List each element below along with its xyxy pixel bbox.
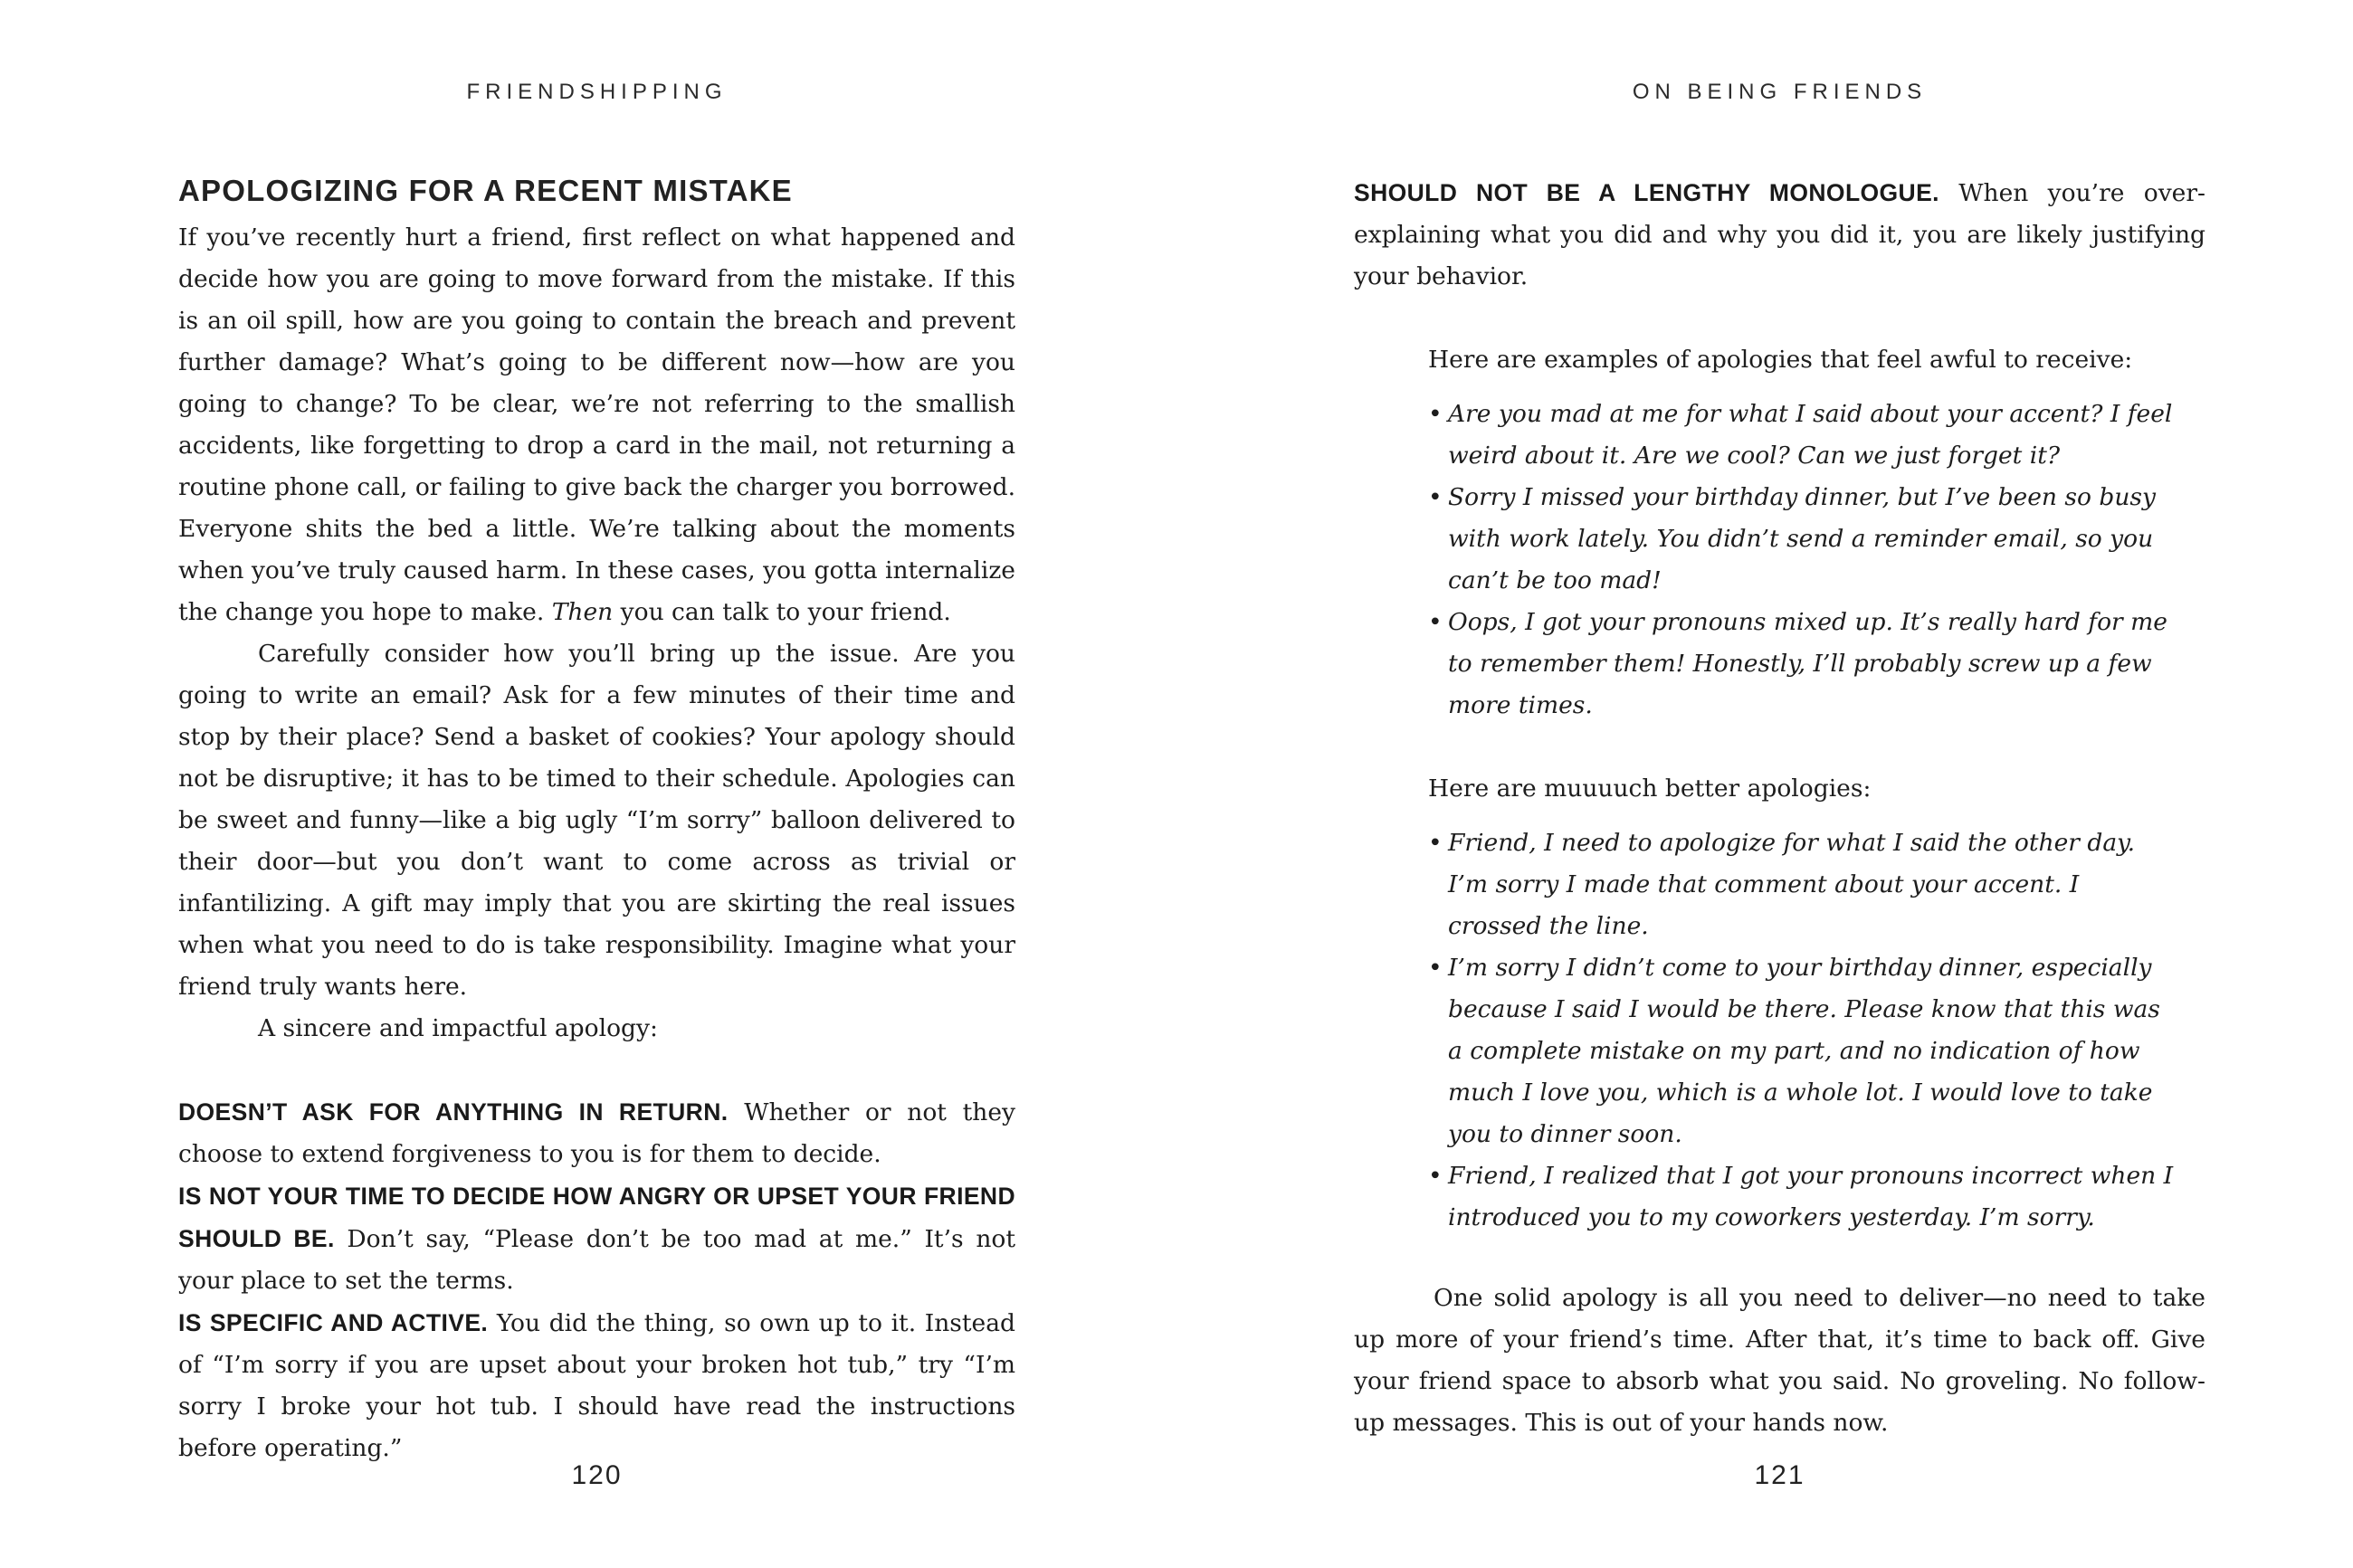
section-heading: APOLOGIZING FOR A RECENT MISTAKE (178, 174, 793, 207)
bullet-icon: • (1428, 1162, 1443, 1190)
vertical-gap (178, 1050, 1015, 1091)
rule-lead: IS NOT YOUR TIME TO DECIDE HOW ANGRY OR UPSET YOUR FRIEND SHOULD BE. (178, 1183, 1015, 1252)
list-item (1428, 394, 2179, 477)
rule-lead: SHOULD NOT BE A LENGTHY MONOLOGUE. (1354, 179, 1939, 206)
vertical-gap (1354, 298, 2205, 339)
paragraph-consider: Carefully consider how you’ll bring up the issue. Are you going to write an email? Ask for a few minutes of their time and stop by their place? Send a basket of cookies? Your apology should not be disruptive; it has to be timed to their schedule. Apologies can be sweet and funny—like a big ugly “I’m sorry” balloon delivered to their door—but you don’t want to come across as trivial or infantilizing. A gift may imply that you are skirting the real issues when what you need to do is take responsibility. Imagine what your friend truly wants here. (178, 640, 1015, 1001)
list-item (1428, 947, 2179, 1155)
apology-rule-item (178, 1175, 1015, 1302)
apology-rule-item (1354, 172, 2205, 298)
list-item-text: Friend, I realized that I got your pronouns incorrect when I introduced you to my coworkers yesterday. I’m sorry. (1448, 1162, 2174, 1231)
vertical-gap (1354, 727, 2205, 768)
bullet-icon: • (1428, 608, 1443, 636)
right-text-block (1354, 172, 2205, 1444)
page-number-left: 120 (571, 1460, 623, 1490)
paragraph-apology-intro (178, 217, 1015, 633)
paragraph-sincere-lead-in: A sincere and impactful apology: (258, 1014, 658, 1042)
rule-text: You did the thing, so own up to it. Instead of “I’m sorry if you are upset about your broken hot tub,” try “I’m sorry I broke your hot tub. I should have read the instructions before operating.” (178, 1309, 1015, 1462)
bullet-icon: • (1428, 829, 1443, 857)
running-header-left: FRIENDSHIPPING (466, 80, 728, 104)
page-right (1354, 0, 2205, 1568)
rule-lead: IS SPECIFIC AND ACTIVE. (178, 1309, 489, 1336)
closing-paragraph: One solid apology is all you need to deliver—no need to take up more of your friend’s time. After that, it’s time to back off. Give your friend space to absorb what you said. No groveling. No follow-up messages. This is out of your hands now. (1354, 1284, 2205, 1437)
list-item (1428, 1155, 2179, 1239)
apology-rule-item (178, 1091, 1015, 1175)
bullet-icon: • (1428, 400, 1443, 428)
list-item-text: Are you mad at me for what I said about your accent? I feel weird about it. Are we cool? Can we just forget it? (1448, 400, 2173, 470)
list-item-text: Sorry I missed your birthday dinner, but I’ve been so busy with work lately. You didn’t send a reminder email, so you can’t be too mad! (1448, 483, 2156, 594)
rule-lead: DOESN’T ASK FOR ANYTHING IN RETURN. (178, 1098, 729, 1126)
apology-rule-item (178, 1302, 1015, 1469)
rule-text: Don’t say, “Please don’t be too mad at me.” It’s not your place to set the terms. (178, 1225, 1015, 1295)
rule-text: When you’re over-explaining what you did and why you did it, you are likely justifying your behavior. (1354, 179, 2205, 290)
rule-text: Whether or not they choose to extend forgiveness to you is for them to decide. (178, 1098, 1015, 1168)
list-item-text: I’m sorry I didn’t come to your birthday dinner, especially because I said I would be there. Please know that this was a complete mistake on my part, and no indication of how much I love you, which is a whole lot. I would love to take you to dinner soon. (1448, 954, 2160, 1148)
list-item-text: Oops, I got your pronouns mixed up. It’s really hard for me to remember them! Honestly, I’ll probably screw up a few more times. (1448, 608, 2167, 719)
paragraph-text-italic: Then (551, 598, 614, 626)
page-left (178, 0, 1015, 1568)
list-item (1428, 822, 2179, 947)
paragraph-text: If you’ve recently hurt a friend, first reflect on what happened and decide how you are going to move forward from the mistake. If this is an oil spill, how are you going to contain the breach and prevent further damage? What’s going to be different now—how are you going to change? To be clear, we’re not referring to the smallish accidents, like forgetting to drop a card in the mail, not returning a routine phone call, or failing to give back the charger you borrowed. Everyone shits the bed a little. We’re talking about the moments when you’ve truly caused harm. In these cases, you gotta internalize the change you hope to make. (178, 223, 1015, 626)
awful-apologies-list (1428, 394, 2179, 727)
bullet-icon: • (1428, 483, 1443, 511)
vertical-gap (1354, 1239, 2205, 1278)
paragraph-text: you can talk to your friend. (613, 598, 951, 626)
list-item-text: Friend, I need to apologize for what I said the other day. I’m sorry I made that comment about your accent. I crossed the line. (1448, 829, 2136, 940)
running-header-right: ON BEING FRIENDS (1632, 80, 1928, 104)
better-apologies-list (1428, 822, 2179, 1239)
better-apologies-intro: Here are muuuuch better apologies: (1428, 774, 1872, 803)
list-item (1428, 477, 2179, 602)
awful-apologies-intro: Here are examples of apologies that feel awful to receive: (1428, 346, 2133, 374)
list-item (1428, 602, 2179, 727)
page-number-right: 121 (1754, 1460, 1805, 1490)
bullet-icon: • (1428, 954, 1443, 982)
left-text-block (178, 174, 1015, 1469)
